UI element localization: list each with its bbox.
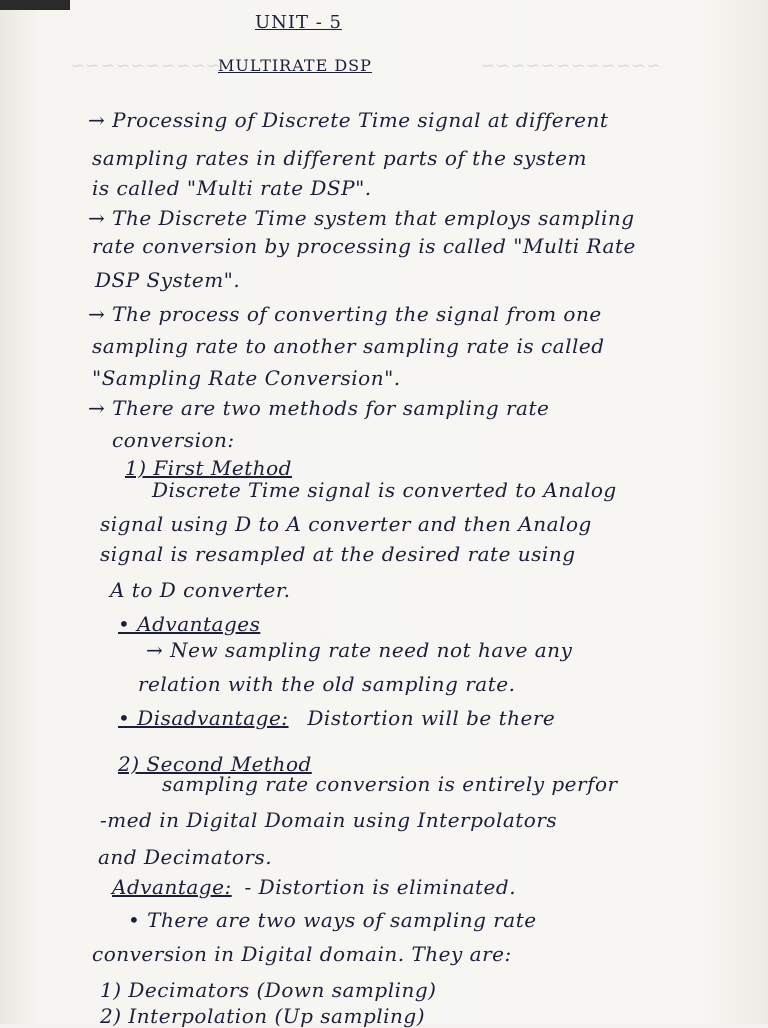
note-line: → The process of converting the signal from one — [88, 302, 602, 326]
advantage-row — [112, 875, 516, 899]
note-line: → Processing of Discrete Time signal at different — [88, 108, 609, 132]
list-item: 2) Interpolation (Up sampling) — [100, 1004, 426, 1028]
disadvantage-row — [118, 706, 555, 730]
note-line: is called "Multi rate DSP". — [92, 176, 372, 200]
method-heading: 2) Second Method — [118, 752, 312, 776]
note-line: signal is resampled at the desired rate using — [100, 542, 576, 566]
note-line: sampling rate to another sampling rate is called — [92, 334, 605, 358]
note-line: sampling rates in different parts of the system — [92, 146, 587, 170]
note-line: and Decimators. — [98, 845, 273, 869]
advantage-label: Advantage: — [112, 875, 232, 899]
disadvantage-text: Distortion will be there — [307, 706, 556, 730]
note-line: rate conversion by processing is called "Multi Rate — [92, 234, 636, 258]
bleed-through-text: ~~~~~~~~~~~~ — [480, 55, 661, 76]
note-line: → New sampling rate need not have any — [146, 638, 573, 662]
note-line: Discrete Time signal is converted to Analog — [152, 478, 617, 502]
note-line: • There are two ways of sampling rate — [128, 908, 537, 932]
method-heading: 1) First Method — [125, 456, 292, 480]
note-line: conversion: — [112, 428, 235, 452]
note-line: sampling rate conversion is entirely perfor — [162, 772, 618, 796]
note-line: → There are two methods for sampling rate — [88, 396, 550, 420]
bleed-through-text: ~~~~~~~~~~ — [70, 55, 221, 76]
note-line: signal using D to A converter and then Analog — [100, 512, 592, 536]
note-line: DSP System". — [95, 268, 241, 292]
list-item: 1) Decimators (Down sampling) — [100, 978, 437, 1002]
unit-title: UNIT - 5 — [255, 12, 343, 33]
note-line: conversion in Digital domain. They are: — [92, 942, 512, 966]
note-line: → The Discrete Time system that employs sampling — [88, 206, 635, 230]
topic-title: MULTIRATE DSP — [218, 56, 372, 75]
note-line: A to D converter. — [110, 578, 291, 602]
page-edge-shadow — [0, 0, 70, 10]
note-line: "Sampling Rate Conversion". — [92, 366, 401, 390]
advantage-text: - Distortion is eliminated. — [244, 875, 517, 899]
disadvantage-label: • Disadvantage: — [118, 706, 289, 730]
note-line: relation with the old sampling rate. — [138, 672, 516, 696]
note-line: -med in Digital Domain using Interpolators — [100, 808, 558, 832]
advantages-heading: • Advantages — [118, 612, 261, 636]
